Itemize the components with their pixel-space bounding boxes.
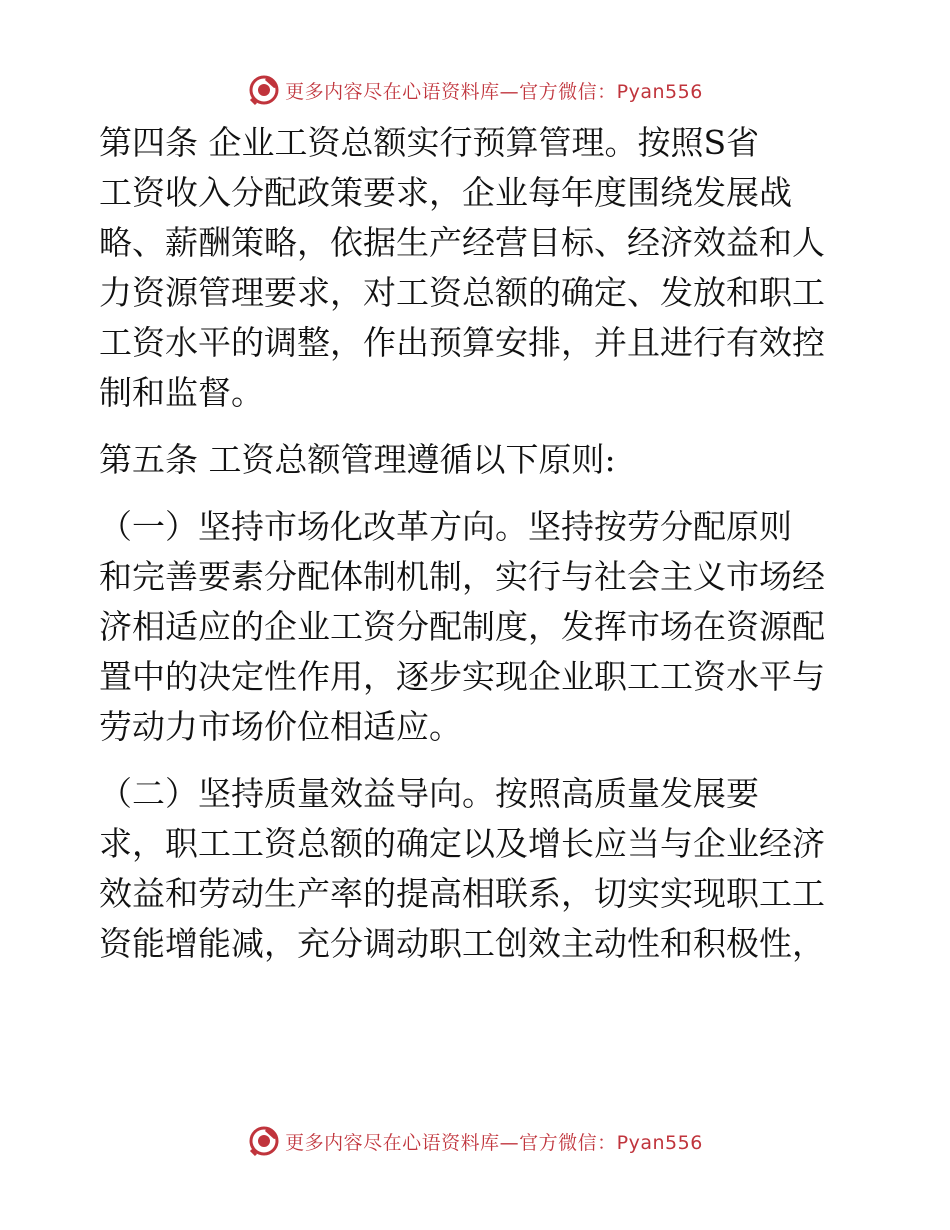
principle-2-line: 资能增能减，充分调动职工创效主动性和积极性， <box>99 924 825 963</box>
article-5-heading: 第五条 工资总额管理遵循以下原则: <box>99 440 616 479</box>
article-4-line: 第四条 企业工资总额实行预算管理。按照S省 <box>99 123 760 162</box>
principle-1-line: （一）坚持市场化改革方向。坚持按劳分配原则 <box>99 507 792 546</box>
banner-contact: 官方微信：Pyan556 <box>519 1131 703 1154</box>
article-4-line: 力资源管理要求，对工资总额的确定、发放和职工 <box>99 273 825 312</box>
banner-title: 更多内容尽在心语资料库 <box>285 80 500 103</box>
article-4-line: 制和监督。 <box>99 373 264 412</box>
principle-1-line: 济相适应的企业工资分配制度，发挥市场在资源配 <box>99 607 825 646</box>
footer-banner-text <box>285 1128 703 1155</box>
banner-dash: — <box>499 1131 520 1154</box>
banner-title: 更多内容尽在心语资料库 <box>285 1131 500 1154</box>
article-4-line: 略、薪酬策略，依据生产经营目标、经济效益和人 <box>99 223 825 262</box>
brand-logo-icon <box>247 73 281 107</box>
header-banner-text <box>285 77 703 104</box>
principle-2-line: 效益和劳动生产率的提高相联系，切实实现职工工 <box>99 874 825 913</box>
principle-1-line: 和完善要素分配体制机制，实行与社会主义市场经 <box>99 557 825 596</box>
principle-2-line: （二）坚持质量效益导向。按照高质量发展要 <box>99 774 759 813</box>
banner-dash: — <box>499 80 520 103</box>
footer-banner <box>0 1121 950 1161</box>
article-4-line: 工资水平的调整，作出预算安排，并且进行有效控 <box>99 323 825 362</box>
banner-contact: 官方微信：Pyan556 <box>519 80 703 103</box>
principle-1-line: 置中的决定性作用，逐步实现企业职工工资水平与 <box>99 657 825 696</box>
article-4-line: 工资收入分配政策要求，企业每年度围绕发展战 <box>99 173 792 212</box>
header-banner <box>0 70 950 110</box>
principle-1-line: 劳动力市场价位相适应。 <box>99 707 462 746</box>
brand-logo-icon <box>247 1124 281 1158</box>
principle-2-line: 求，职工工资总额的确定以及增长应当与企业经济 <box>99 824 825 863</box>
document-body <box>99 118 851 969</box>
